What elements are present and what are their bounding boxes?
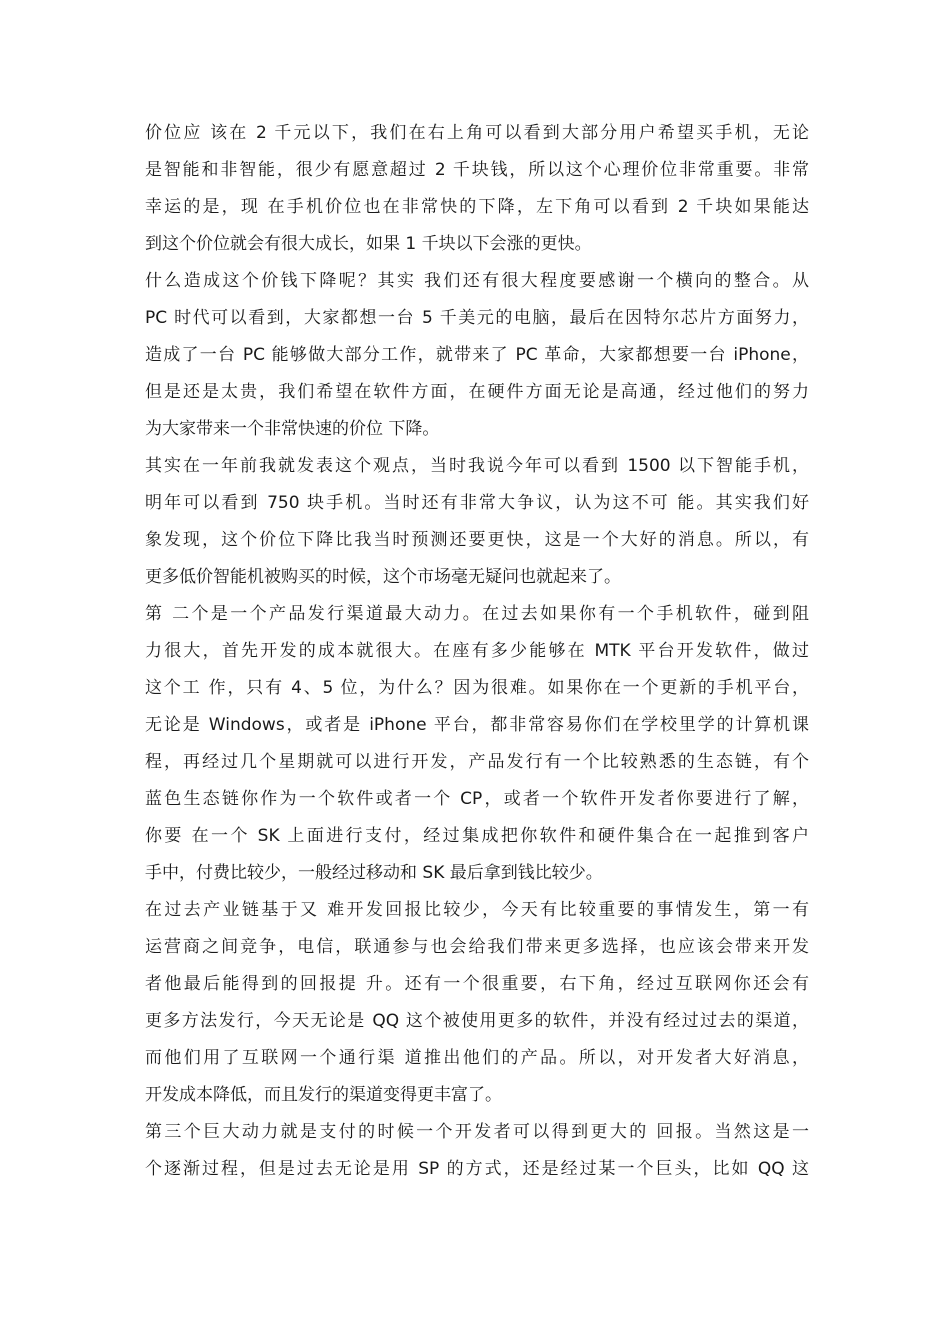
paragraph-1 <box>145 115 809 263</box>
text-line: 运营商之间竞争，电信，联通参与也会给我们带来更多选择，也应该会带来开发 <box>145 937 809 957</box>
paragraph-6 <box>145 1114 809 1188</box>
text-line: 什么造成这个价钱下降呢？其实 我们还有很大程度要感谢一个横向的整合。从 <box>145 271 809 291</box>
text-line: 你要 在一个 SK 上面进行支付，经过集成把你软件和硬件集合在一起推到客户 <box>145 826 809 846</box>
text-line: 第三个巨大动力就是支付的时候一个开发者可以得到更大的 回报。当然这是一 <box>145 1122 809 1142</box>
text-line: 程，再经过几个星期就可以进行开发，产品发行有一个比较熟悉的生态链，有个 <box>145 752 809 772</box>
text-line: 个逐渐过程，但是过去无论是用 SP 的方式，还是经过某一个巨头，比如 QQ 这 <box>145 1159 809 1179</box>
text-line: 但是还是太贵，我们希望在软件方面，在硬件方面无论是高通，经过他们的努力 <box>145 382 809 402</box>
paragraph-2 <box>145 263 809 448</box>
text-line: 者他最后能得到的回报提 升。还有一个很重要，右下角，经过互联网你还会有 <box>145 974 809 994</box>
text-line: 蓝色生态链你作为一个软件或者一个 CP，或者一个软件开发者你要进行了解， <box>145 789 809 809</box>
text-line: 而他们用了互联网一个通行渠 道推出他们的产品。所以，对开发者大好消息， <box>145 1048 809 1068</box>
paragraph-5 <box>145 892 809 1114</box>
text-line: 在过去产业链基于又 难开发回报比较少，今天有比较重要的事情发生，第一有 <box>145 900 809 920</box>
text-line: 明年可以看到 750 块手机。当时还有非常大争议，认为这不可 能。其实我们好 <box>145 493 809 513</box>
text-line: 价位应 该在 2 千元以下，我们在右上角可以看到大部分用户希望买手机，无论 <box>145 123 809 143</box>
paragraph-4 <box>145 596 809 892</box>
text-line: 到这个价位就会有很大成长，如果 1 千块以下会涨的更快。 <box>145 234 592 254</box>
text-line: 是智能和非智能，很少有愿意超过 2 千块钱，所以这个心理价位非常重要。非常 <box>145 160 809 180</box>
text-line: PC 时代可以看到，大家都想一台 5 千美元的电脑，最后在因特尔芯片方面努力， <box>145 308 809 328</box>
text-line: 幸运的是，现 在手机价位也在非常快的下降，左下角可以看到 2 千块如果能达 <box>145 197 809 217</box>
text-line: 第 二个是一个产品发行渠道最大动力。在过去如果你有一个手机软件，碰到阻 <box>145 604 809 624</box>
paragraph-3 <box>145 448 809 596</box>
text-line: 造成了一台 PC 能够做大部分工作，就带来了 PC 革命，大家都想要一台 iPhone， <box>145 345 809 365</box>
text-line: 力很大，首先开发的成本就很大。在座有多少能够在 MTK 平台开发软件，做过 <box>145 641 809 661</box>
text-line: 更多低价智能机被购买的时候，这个市场毫无疑问也就起来了。 <box>145 567 621 587</box>
text-line: 无论是 Windows，或者是 iPhone 平台，都非常容易你们在学校里学的计算机课 <box>145 715 809 735</box>
text-line: 象发现，这个价位下降比我当时预测还要更快，这是一个大好的消息。所以，有 <box>145 530 809 550</box>
text-line: 更多方法发行，今天无论是 QQ 这个被使用更多的软件，并没有经过过去的渠道， <box>145 1011 809 1031</box>
text-line: 开发成本降低，而且发行的渠道变得更丰富了。 <box>145 1085 502 1105</box>
text-line: 其实在一年前我就发表这个观点，当时我说今年可以看到 1500 以下智能手机， <box>145 456 809 476</box>
document-body <box>145 115 809 1188</box>
text-line: 为大家带来一个非常快速的价位 下降。 <box>145 419 440 439</box>
text-line: 这个工 作，只有 4、5 位，为什么？因为很难。如果你在一个更新的手机平台， <box>145 678 809 698</box>
text-line: 手中，付费比较少，一般经过移动和 SK 最后拿到钱比较少。 <box>145 863 603 883</box>
